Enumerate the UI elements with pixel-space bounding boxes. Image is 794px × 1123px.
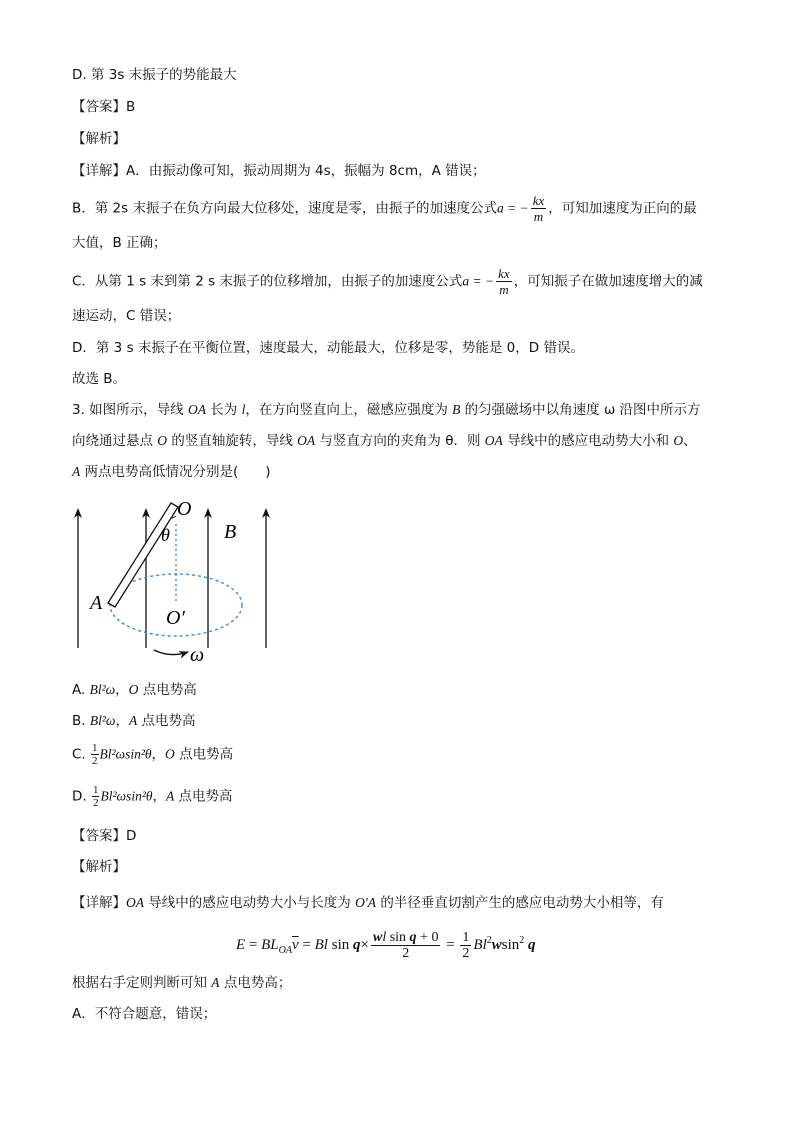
t: 2: [402, 946, 410, 961]
t: O: [673, 433, 684, 448]
t: 点电势高: [174, 788, 233, 805]
rod-oa: [108, 503, 178, 607]
label-A: A: [90, 592, 103, 614]
half-fraction: [92, 784, 100, 809]
accel-den: m: [533, 209, 544, 224]
accel-formula-fraction-2: [496, 266, 512, 297]
label-O-prime: O′: [166, 607, 185, 629]
t: 3. 如图所示，导线: [72, 402, 188, 418]
t: 1: [462, 930, 470, 945]
t: O: [165, 746, 175, 762]
t: =: [298, 936, 315, 953]
label-O: O: [177, 498, 192, 520]
t: Bl²ω: [89, 682, 116, 697]
t: $\overline{v}$: [292, 936, 299, 953]
t: sin: [386, 930, 410, 945]
t: C.: [72, 746, 91, 763]
q2-detail-b-text: B．第 2s 末振子在负方向最大位移处，速度是零，由振子的加速度公式: [72, 200, 497, 217]
t: A: [72, 464, 81, 479]
q2-detail-b-line1: [72, 193, 697, 224]
t: q: [409, 930, 417, 945]
velocity-fraction: [371, 930, 440, 961]
q3-detail-line1: [72, 893, 664, 913]
accel-formula-lhs: a = −: [496, 200, 529, 216]
t: B.: [72, 713, 90, 729]
q3-option-c: [72, 742, 233, 767]
t: Bl²ωsin²θ: [100, 788, 153, 804]
q2-detail-b-text-end: ，可知加速度为正向的最: [548, 200, 697, 217]
label-B: B: [224, 521, 237, 543]
t: 点电势高: [137, 713, 196, 729]
t: A.: [72, 682, 90, 698]
t: O′A: [355, 895, 377, 910]
t: ×: [360, 936, 369, 953]
t: Bl: [314, 936, 328, 953]
t: 的竖直轴旋转，导线: [167, 433, 298, 449]
t: OA: [126, 895, 144, 910]
t: 2: [92, 755, 98, 767]
t: 、: [683, 433, 697, 449]
t: Bl: [473, 936, 487, 953]
t: A: [166, 788, 175, 804]
emf-equation: [236, 930, 536, 961]
accel-formula-lhs-2: a = −: [462, 273, 495, 289]
t: 长为: [205, 402, 242, 418]
t: ，: [151, 746, 166, 763]
t: + 0: [416, 930, 439, 945]
t: q: [353, 936, 361, 953]
q2-detail-c-line1: [72, 266, 703, 297]
t: OA: [484, 433, 503, 448]
t: OA: [278, 944, 292, 956]
label-theta: θ: [161, 525, 170, 545]
prev-option-d: D. 第 3s 末振子的势能最大: [72, 67, 237, 83]
t: l: [382, 930, 387, 945]
t: O: [157, 433, 168, 448]
half-fraction: [91, 742, 99, 767]
t: ，: [115, 713, 129, 729]
q3-analysis-heading: 【解析】: [72, 859, 126, 875]
q3-stem-line3: [72, 462, 271, 482]
t: 2: [486, 934, 492, 946]
t: =: [245, 936, 262, 953]
t: sin: [501, 936, 520, 953]
t: 导线中的感应电动势大小和: [502, 433, 674, 449]
t: w: [491, 936, 502, 953]
t: q: [524, 936, 536, 953]
t: 2: [92, 797, 99, 809]
omega-arrow: [154, 650, 188, 655]
q3-option-b: [72, 711, 195, 731]
q2-answer: 【答案】B: [72, 99, 136, 115]
t: 点电势高；: [219, 975, 292, 991]
t: Bl²ωsin²θ: [99, 746, 152, 762]
q2-detail-b-line2: 大值，B 正确；: [72, 235, 167, 251]
q2-choice: 故选 B。: [72, 371, 127, 387]
t: D.: [72, 788, 91, 805]
q2-detail-c-text: C．从第 1 s 末到第 2 s 末振子的位移增加，由振子的加速度公式: [72, 273, 463, 290]
q3-option-a: [72, 680, 197, 700]
t: =: [442, 936, 459, 953]
t: 1: [92, 742, 98, 754]
t: O: [128, 682, 139, 697]
t: 点电势高: [138, 682, 197, 698]
q3-rule: [72, 973, 291, 993]
q3-answer: 【答案】D: [72, 828, 137, 844]
half-fraction-eq: [460, 930, 471, 961]
t: 点电势高: [174, 746, 234, 763]
t: A: [211, 975, 220, 990]
q2-detail-c-text-end: ，可知振子在做加速度增大的减: [513, 273, 703, 290]
accel-formula-fraction: [531, 193, 547, 224]
t: 的半径垂直切割产生的感应电动势大小相等，有: [376, 895, 664, 911]
label-omega: ω: [190, 644, 205, 666]
t: ，: [152, 788, 166, 805]
q2-detail-a: 【详解】A．由振动像可知，振动周期为 4s，振幅为 8cm，A 错误；: [72, 163, 486, 179]
rotating-rod-figure: [66, 498, 286, 668]
t: A: [128, 713, 138, 728]
t: w: [372, 930, 383, 945]
q3-option-a-wrong: A．不符合题意，错误；: [72, 1006, 217, 1022]
t: E: [236, 936, 246, 953]
t: 两点电势高低情况分别是( ): [80, 464, 271, 480]
t: OA: [187, 402, 206, 417]
t: ，: [115, 682, 129, 698]
q3-stem-line2: [72, 431, 697, 451]
t: 2: [462, 946, 470, 961]
t: ，在方向竖直向上，磁感应强度为: [245, 402, 453, 418]
accel-num: kx: [532, 193, 545, 208]
t: 1: [92, 784, 99, 796]
t: 2: [519, 934, 525, 946]
t: 根据右手定则判断可知: [72, 975, 212, 991]
q2-detail-d: D．第 3 s 末振子在平衡位置，速度最大，动能最大，位移是零，势能是 0，D 错误。: [72, 340, 584, 356]
accel-num-2: kx: [498, 266, 510, 281]
t: BL: [261, 936, 279, 953]
t: 与竖直方向的夹角为 θ．则: [315, 433, 485, 449]
q2-detail-c-line2: 速运动，C 错误；: [72, 308, 181, 324]
t: 向绕通过悬点: [72, 433, 158, 449]
q2-analysis-heading: 【解析】: [72, 131, 126, 147]
t: 【详解】: [72, 895, 126, 911]
t: l: [241, 402, 246, 417]
t: 的匀强磁场中以角速度 ω 沿图中所示方: [460, 402, 701, 418]
t: OA: [297, 433, 316, 448]
accel-den-2: m: [499, 282, 509, 297]
q3-stem-line1: [72, 400, 701, 420]
t: B: [452, 402, 461, 417]
t: 导线中的感应电动势大小与长度为: [144, 895, 356, 911]
t: sin: [327, 936, 353, 953]
q3-option-d: [72, 784, 233, 809]
t: Bl²ω: [89, 713, 116, 728]
